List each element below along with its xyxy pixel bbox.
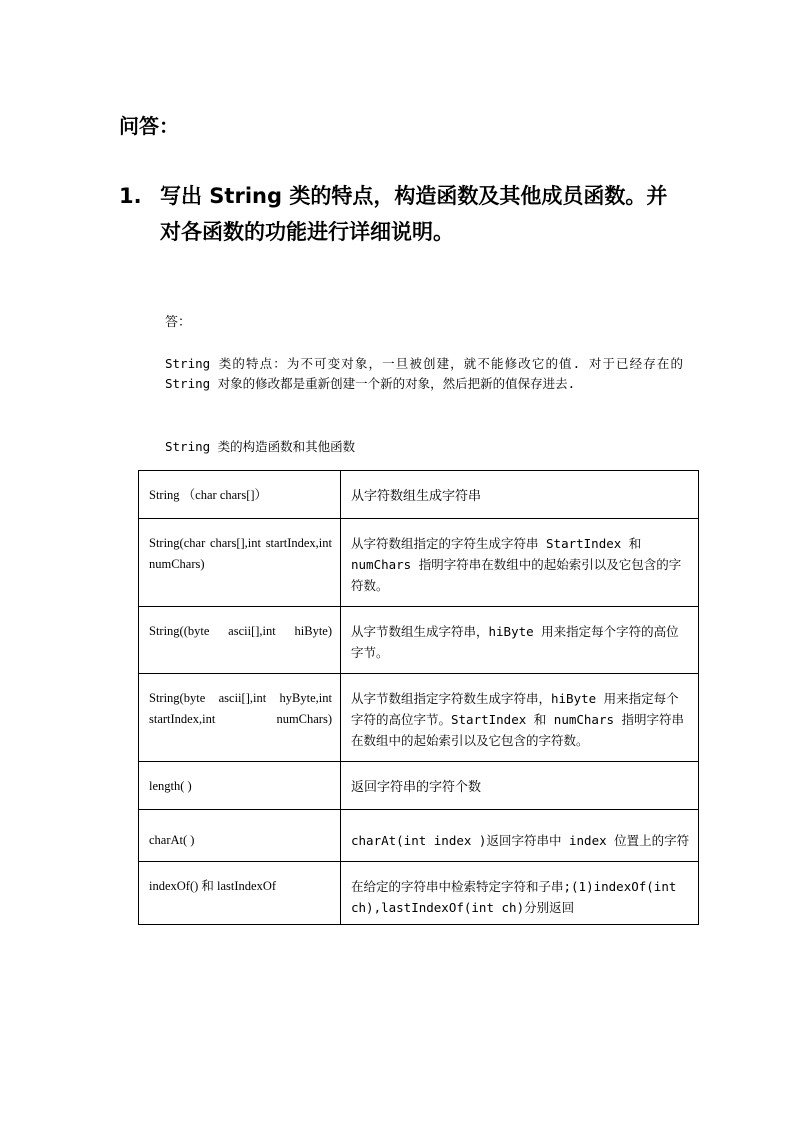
description-text: 从字符数组指定的字符生成字符串 StartIndex 和 numChars 指明字符串在数组中的起始索引以及它包含的字符数。 [351,536,682,593]
table-cell-description [341,471,699,519]
table-cell-description [341,607,699,674]
description-text: 从字节数组生成字符串，hiByte 用来指定每个字符的高位字节。 [351,624,679,660]
paragraph-constructors-intro: String 类的构造函数和其他函数 [165,439,356,454]
table-row [139,674,699,762]
table-row [139,519,699,607]
table-cell-description [341,862,699,925]
page-title: 问答： [119,114,179,138]
signature-text: indexOf() 和 lastIndexOf [149,879,277,893]
table-cell-signature [139,674,341,762]
table-cell-description [341,674,699,762]
string-methods-table [138,470,699,925]
description-text: 从字符数组生成字符串 [351,488,482,503]
table-row [139,762,699,810]
question-number: 1. [119,184,142,208]
table-row [139,607,699,674]
table-cell-signature [139,607,341,674]
signature-text: String((byte ascii[],int hiByte) [149,624,332,638]
table-row [139,862,699,925]
table-cell-signature [139,762,341,810]
description-text: 在给定的字符串中检索特定字符和子串;(1)indexOf(int ch),lastIndexOf(int ch)分别返回 [351,879,677,915]
table-cell-signature [139,810,341,862]
table-cell-description [341,762,699,810]
table-cell-signature [139,471,341,519]
signature-text: String （char chars[]） [149,488,268,502]
description-text: 返回字符串的字符个数 [351,779,482,794]
signature-text: String(byte ascii[],int hyByte,int startIndex,int numChars) [149,691,332,726]
table-cell-description [341,810,699,862]
description-text: charAt(int index )返回字符串中 index 位置上的字符 [351,833,690,848]
signature-text: String(char chars[],int startIndex,int numChars) [149,536,332,571]
table-cell-signature [139,862,341,925]
question-item [119,178,689,250]
answer-label: 答： [165,315,192,330]
table-cell-description [341,519,699,607]
table-row [139,471,699,519]
signature-text: charAt( ) [149,833,195,847]
signature-text: length( ) [149,779,192,793]
description-text: 从字节数组指定字符数生成字符串，hiByte 用来指定每个字符的高位字节。StartIndex 和 numChars 指明字符串在数组中的起始索引以及它包含的字符数。 [351,691,685,748]
table-cell-signature [139,519,341,607]
paragraph-string-features: String 类的特点：为不可变对象，一旦被创建，就不能修改它的值. 对于已经存在的 String 对象的修改都是重新创建一个新的对象，然后把新的值保存进去. [165,356,683,391]
table-row [139,810,699,862]
question-text: 写出 String 类的特点，构造函数及其他成员函数。并对各函数的功能进行详细说明。 [160,184,668,244]
